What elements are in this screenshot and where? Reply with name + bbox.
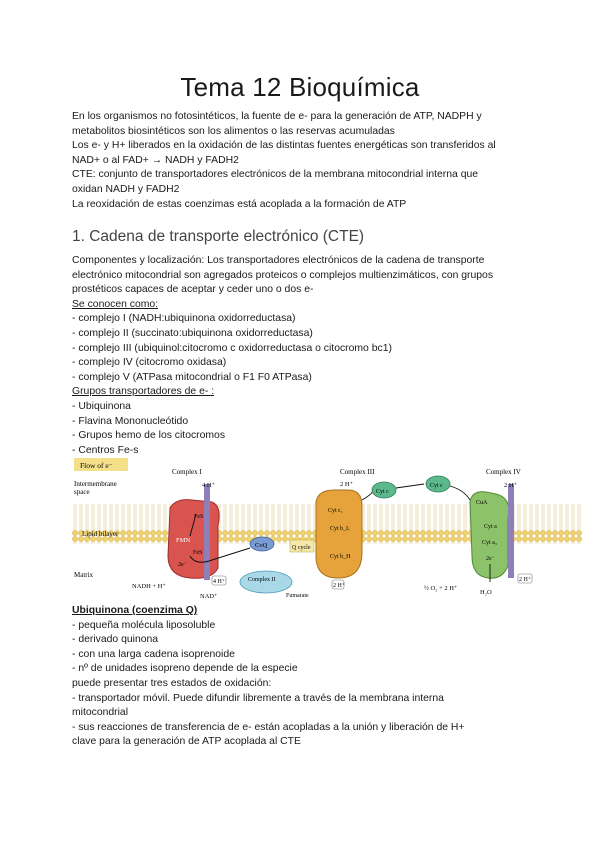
ubiquinona-heading: Ubiquinona (coenzima Q) [72, 605, 198, 616]
complex1-label: Complex I [172, 468, 202, 476]
ubiquinona-line: - derivado quinona [72, 634, 159, 646]
fes-label: FeS [194, 514, 204, 520]
fes-label-2: FeS [193, 550, 203, 556]
o2-label: ½ O₂ + 2 H⁺ [424, 585, 458, 592]
cua-label: CuA [476, 500, 488, 506]
fumarate-label: Fumarate [286, 593, 309, 599]
group-item: - Centros Fe-s [72, 444, 139, 456]
matrix-h: 4 H⁺ [213, 579, 225, 585]
ubiquinona-line: mitocondrial [72, 707, 129, 719]
cytc-label-2: Cyt c [430, 483, 443, 489]
para-line: Componentes y localización: Los transportadores electrónicos de la cadena de transporte [72, 255, 485, 266]
intro-line: En los organismos no fotosintéticos, la fuente de e- para la generación de ATP, NADPH y [72, 111, 482, 122]
complex3-matrix-h: 2 H⁺ [333, 583, 345, 589]
lipid-label: Lipid bilayer [82, 530, 119, 538]
nad-label: NAD⁺ [200, 593, 218, 600]
complex4-matrix-h: 2 H⁺ [519, 577, 531, 583]
complex3-h: 2 H⁺ [340, 481, 353, 488]
intro-block [72, 110, 542, 212]
section-heading: 1. Cadena de transporte electrónico (CTE) [72, 228, 365, 245]
complex-item: - complejo II (succinato:ubiquinona oxidorreductasa) [72, 327, 313, 339]
groups-label: Grupos transportadores de e- : [72, 386, 215, 398]
intro-line: NAD+ o al FAD+ → NADH y FADH2 [72, 154, 239, 166]
cyta3-label: Cyt a₃ [482, 540, 497, 546]
cytc1-label: Cyt c₁ [328, 508, 343, 514]
group-item: - Flavina Mononucleótido [72, 415, 189, 427]
coq-label: CoQ [255, 542, 268, 549]
legend-text: Flow of e⁻ [80, 461, 113, 470]
intro-line: oxidan NADH y FADH2 [72, 183, 180, 195]
intermembrane-label-2: space [74, 488, 90, 496]
nadh-label: NADH + H⁺ [132, 583, 166, 590]
ubiquinona-line: puede presentar tres estados de oxidación: [72, 677, 272, 689]
intermembrane-label: Intermembrane [74, 480, 117, 488]
complex4-proton-channel [508, 484, 514, 578]
group-item: - Ubiquinona [72, 400, 131, 412]
ubiquinona-line: - nº de unidades isopreno depende de la especie [72, 663, 298, 675]
etc-diagram [72, 456, 582, 602]
known-label: Se conocen como: [72, 298, 159, 310]
ubiquinona-line: - transportador móvil. Puede difundir libremente a través de la membrana interna [72, 692, 444, 704]
complex1-proton-channel [204, 484, 210, 580]
ubiquinona-line: - pequeña molécula liposoluble [72, 619, 216, 631]
matrix-label: Matrix [74, 571, 94, 579]
complex2-label: Complex II [248, 577, 276, 583]
cytbh-label: Cyt b_H [330, 554, 351, 560]
etc-diagram-svg [72, 456, 582, 602]
group-item: - Grupos hemo de los citocromos [72, 430, 226, 442]
intro-line: La reoxidación de estas coenzimas está acoplada a la formación de ATP [72, 198, 407, 210]
fmn-label: FMN [176, 537, 191, 544]
page-title: Tema 12 Bioquímica [180, 72, 420, 102]
complex3-shape [316, 490, 362, 578]
cytc-label: Cyt c [376, 489, 389, 495]
cyta-label: Cyt a [484, 524, 497, 530]
ubiquinona-block [72, 604, 542, 750]
complex-item: - complejo III (ubiquinol:citocromo c oxidorreductasa o citocromo bc1) [72, 342, 392, 354]
complex1-h: 4 H⁺ [202, 482, 215, 489]
complex-item: - complejo V (ATPasa mitocondrial o F1 F0 ATPasa) [72, 371, 312, 383]
intro-line: Los e- y H+ liberados en la oxidación de las distintas fuentes energéticas son transferidos al [72, 140, 496, 152]
ubiquinona-line: - sus reacciones de transferencia de e- están acopladas a la unión y liberación de H+ [72, 721, 465, 733]
complex4-two-e: 2e⁻ [486, 556, 495, 562]
cytbl-label: Cyt b_L [330, 526, 350, 532]
two-e-label: 2e⁻ [178, 562, 187, 568]
ubiquinona-line: clave para la generación de ATP acoplada al CTE [72, 736, 301, 748]
para-line: electrónico mitocondrial son agregados proteicos o complejos multienzimáticos, con grupos [72, 269, 494, 281]
para-line: prostéticos capaces de aceptar y ceder uno o dos e- [72, 284, 314, 296]
section1-block [72, 254, 542, 458]
intro-line: metabolitos biosintéticos son los alimentos o las reservas acumuladas [72, 125, 395, 137]
q-cycle-label: Q cycle [292, 545, 311, 551]
complex-item: - complejo I (NADH:ubiquinona oxidorreductasa) [72, 313, 296, 325]
complex3-label: Complex III [340, 468, 375, 476]
complex4-label: Complex IV [486, 468, 521, 476]
complex-item: - complejo IV (citocromo oxidasa) [72, 357, 227, 369]
intro-line: CTE: conjunto de transportadores electrónicos de la membrana mitocondrial interna que [72, 169, 479, 181]
complex4-h: 2 H⁺ [504, 482, 517, 489]
h2o-label: H₂O [480, 589, 492, 596]
ubiquinona-line: - con una larga cadena isoprenoide [72, 648, 235, 660]
